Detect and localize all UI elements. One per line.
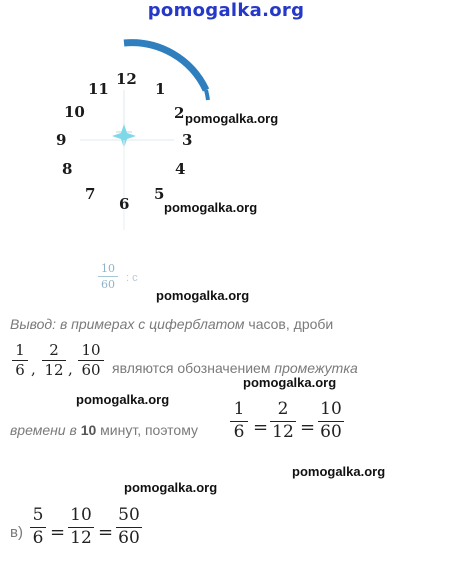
equals-sign: = [50,522,66,543]
equals-sign: = [98,522,114,543]
conclusion-line-3-italic: времени в [10,422,81,438]
clock-number-7: 7 [85,185,96,203]
fraction-5-6 [30,506,46,548]
elapsed-arc-end [206,90,208,100]
watermark: pomogalka.org [124,480,218,495]
denominator: 12 [44,361,64,380]
fraction-50-60 [116,506,142,548]
conclusion-italic-word: циферблатом [149,316,245,332]
numerator: 50 [118,505,140,525]
clock-number-5: 5 [154,185,165,203]
fraction-10-60 [78,342,104,380]
conclusion-line-1 [10,316,333,332]
equals-sign: = [300,417,316,438]
clock-number-9: 9 [56,131,67,149]
numerator: 5 [32,505,44,525]
faded-fraction-tail: : c [126,272,138,284]
denominator: 12 [272,421,294,442]
conclusion-line-3-bold: 10 [80,422,97,438]
fraction-10-12 [68,506,94,548]
numerator: 1 [233,399,245,419]
clock-number-12: 12 [116,70,137,88]
clock-number-10: 10 [64,103,85,121]
numerator: 1 [15,341,25,359]
numerator: 2 [49,341,59,359]
clock-number-6: 6 [119,195,130,213]
separator: , [31,360,36,378]
denominator: 6 [32,527,44,548]
clock-number-11: 11 [88,80,109,98]
conclusion-line-3 [10,422,198,438]
watermark: pomogalka.org [185,111,279,126]
part-label: в) [10,524,23,541]
conclusion-rest: часов, дроби [244,316,334,332]
clock-number-2: 2 [174,104,185,122]
faded-fraction-numerator: 10 [101,262,115,275]
conclusion-line-2-italic: промежутка [274,360,358,376]
watermark: pomogalka.org [156,288,250,303]
numerator: 10 [70,505,92,525]
numerator: 2 [277,399,289,419]
faded-fraction [98,262,118,291]
denominator: 60 [118,527,140,548]
conclusion-line-2 [112,360,358,376]
denominator: 6 [15,361,25,380]
separator: , [68,360,73,378]
fraction-1-6 [230,400,248,442]
fraction-2-12 [42,342,66,380]
conclusion-line-2-text: являются обозначением [112,360,275,376]
watermark: pomogalka.org [292,464,386,479]
conclusion-line-3-rest: минут, поэтому [96,422,198,438]
clock-center-star-h [112,132,136,140]
denominator: 6 [233,421,245,442]
denominator: 12 [70,527,92,548]
numerator: 10 [320,399,342,419]
watermark: pomogalka.org [164,200,258,215]
denominator: 60 [81,361,101,380]
fraction-1-6 [12,342,28,380]
clock-number-3: 3 [182,131,193,149]
watermark: pomogalka.org [76,392,170,407]
faded-fraction-denominator: 60 [101,278,115,291]
denominator: 60 [320,421,342,442]
numerator: 10 [81,341,101,359]
watermark: pomogalka.org [243,375,337,390]
clock-number-4: 4 [175,160,186,178]
fraction-10-60 [318,400,344,442]
minute-ticks [80,90,174,200]
fraction-2-12 [270,400,296,442]
equals-sign: = [253,417,269,438]
site-title[interactable]: pomogalka.org [147,0,305,21]
clock-number-8: 8 [62,160,73,178]
clock-number-1: 1 [155,80,166,98]
conclusion-intro: Вывод: в примерах с [10,316,150,332]
